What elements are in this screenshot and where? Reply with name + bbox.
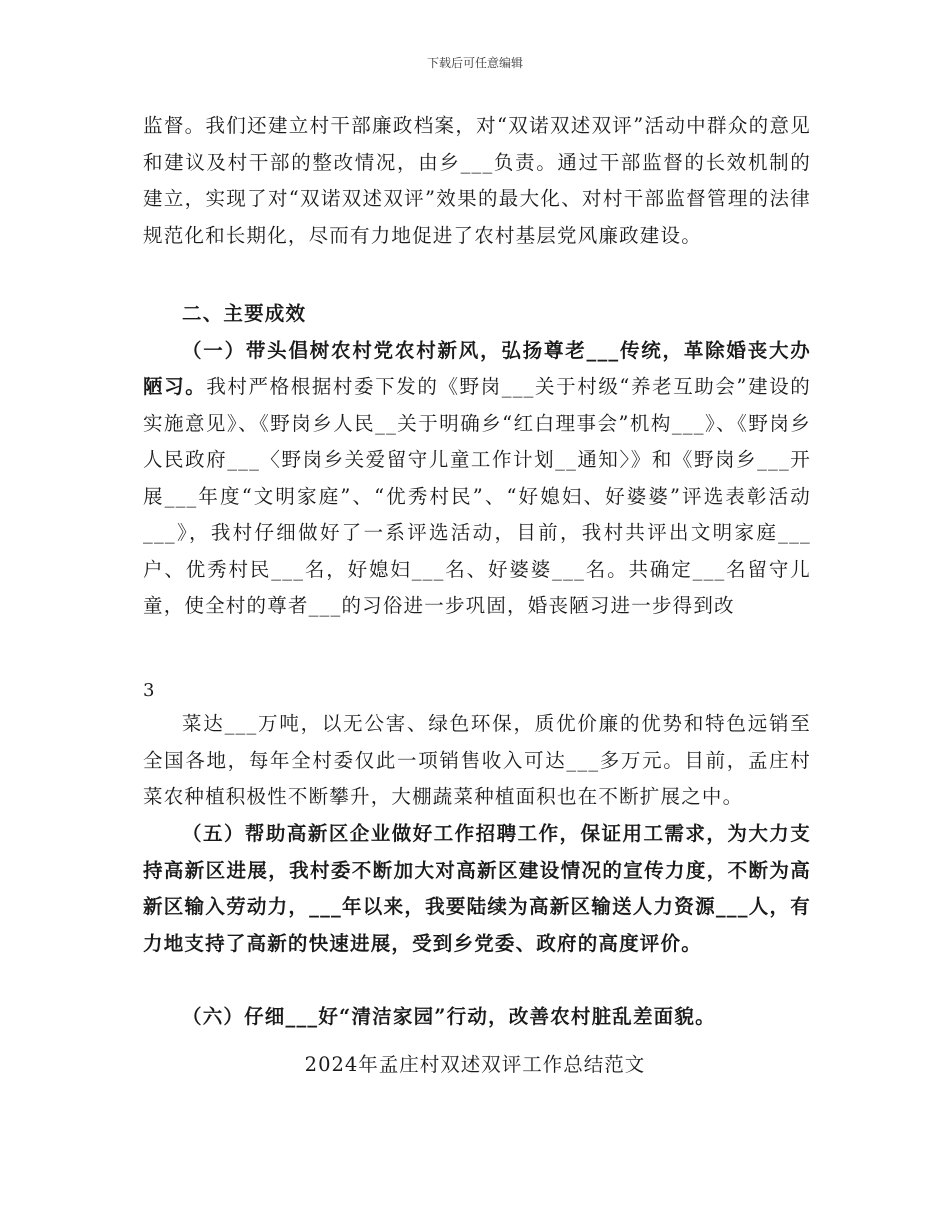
paragraph-vegetables: [143, 706, 811, 816]
paragraph-text: 菜达___万吨，以无公害、绿色环保，质优价廉的优势和特色远销至全国各地，每年全村委仅此一项销售收入可达___多万元。目前，孟庄村菜农种植积极性不断攀升，大棚蔬菜种植面积也在不断扩展之中。: [143, 712, 811, 808]
paragraph-text: 监督。我们还建立村干部廉政档案，对“双诺双述双评”活动中群众的意见和建议及村干部的整改情况，由乡___负责。通过干部监督的长效机制的建立，实现了对“双诺双述双评”效果的最大化、对村干部监督管理的法律规范化和长期化，尽而有力地促进了农村基层党风廉政建设。: [143, 114, 811, 247]
section-main-results: [143, 296, 811, 625]
document-title: 2024年孟庄村双述双评工作总结范文: [304, 1053, 646, 1076]
item-5-paragraph: （五）帮助高新区企业做好工作招聘工作，保证用工需求，为大力支持高新区进展，我村委不断加大对高新区建设情况的宣传力度，不断为高新区输入劳动力，___年以来，我要陆续为高新区输送人力资源___人，有力地支持了高新的快速进展，受到乡党委、政府的高度评价。: [143, 822, 811, 955]
item-6-section: [143, 999, 811, 1036]
item-6-heading: （六）仔细___好“清洁家园”行动，改善农村脏乱差面貌。: [182, 1005, 716, 1028]
page-number-text: 3: [143, 680, 155, 701]
paragraph-supervision: [143, 108, 811, 254]
page-header-note: 下载后可任意编辑: [426, 56, 523, 70]
item-1-paragraph: [143, 333, 811, 625]
item-1-body: 我村严格根据村委下发的《野岗___关于村级“养老互助会”建设的实施意见》、《野岗乡人民__关于明确乡“红白理事会”机构___》、《野岗乡人民政府___〈野岗乡关爱留守儿童工作计划__通知〉》和《野岗乡___开展___年度“文明家庭”、“优秀村民”、“好媳妇、好婆婆”评选表彰活动___》，我村仔细做好了一系评选活动，目前，我村共评出文明家庭___户、优秀村民___名，好媳妇___名、好婆婆___名。共确定___名留守儿童，使全村的尊者___的习俗进一步巩固，婚丧陋习进一步得到改: [143, 375, 811, 617]
section-heading: 二、主要成效: [182, 302, 307, 325]
item-1-heading: （一）带头倡树农村党农村新风，弘扬尊老___传统，革除婚丧大办陋习。: [143, 338, 811, 398]
page-number: [143, 672, 811, 710]
item-5-section: [143, 816, 811, 962]
